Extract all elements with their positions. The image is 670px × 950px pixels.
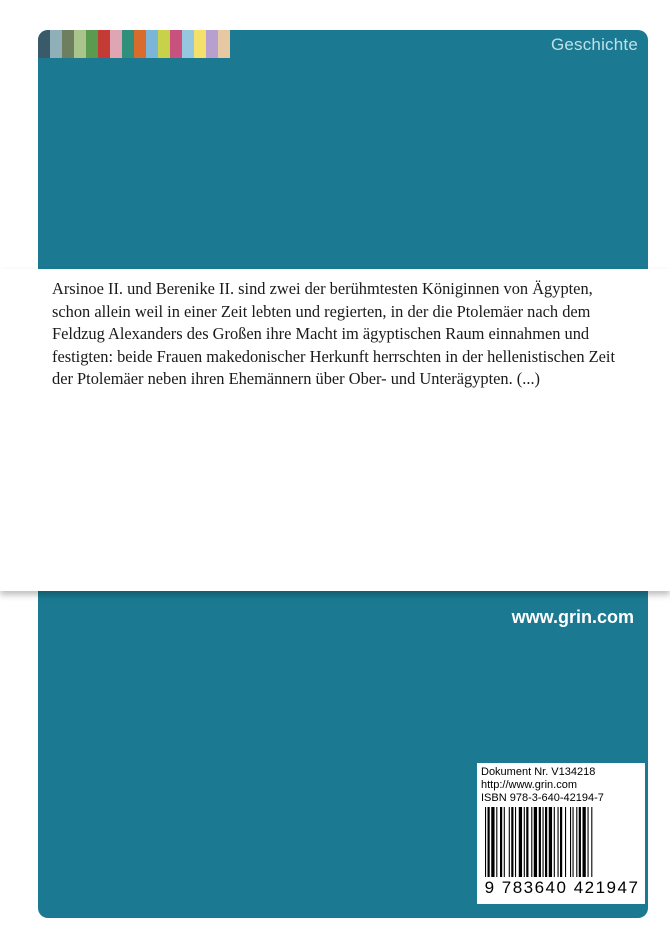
barcode-bar	[583, 807, 586, 877]
document-number: Dokument Nr. V134218	[481, 766, 596, 778]
color-stripe	[86, 30, 98, 58]
color-stripe	[158, 30, 170, 58]
isbn-text: ISBN 978-3-640-42194-7	[481, 792, 604, 804]
color-stripe	[146, 30, 158, 58]
barcode	[477, 804, 645, 904]
color-stripe-bar	[38, 30, 230, 58]
barcode-bar	[500, 807, 502, 877]
category-label: Geschichte	[550, 35, 638, 54]
barcode-bar	[488, 807, 490, 877]
barcode-digits: 9 783640 421947	[484, 878, 640, 897]
barcode-bars	[485, 807, 635, 879]
barcode-bar	[545, 807, 547, 877]
color-stripe	[38, 30, 50, 58]
color-stripe	[74, 30, 86, 58]
barcode-bar	[509, 807, 510, 877]
barcode-bar	[588, 807, 589, 877]
barcode-bar	[515, 807, 516, 877]
barcode-bar	[519, 807, 522, 877]
barcode-bar	[549, 807, 552, 877]
color-stripe	[182, 30, 194, 58]
color-stripe	[134, 30, 146, 58]
barcode-bar	[554, 807, 555, 877]
barcode-bar	[543, 807, 544, 877]
barcode-bar	[591, 807, 592, 877]
barcode-bar	[511, 807, 513, 877]
barcode-bar	[504, 807, 505, 877]
color-stripe	[218, 30, 230, 58]
color-stripe	[206, 30, 218, 58]
barcode-bar	[560, 807, 562, 877]
barcode-bar	[534, 807, 537, 877]
barcode-bar	[496, 807, 497, 877]
book-blurb: Arsinoe II. und Berenike II. sind zwei der berühmtesten Königinnen von Ägypten, schon allein weil in einer Zeit lebten und regierten, in der die Ptolemäer nach dem Feldzug Alexanders des Großen ihre Macht im ägyptischen Raum einnahmen und festigten: beide Frauen makedonischer Herkunft herrschten in der hellenistischen Zeit der Ptolemäer neben ihren Ehemännern über Ober- und Unterägypten. (...)	[52, 279, 616, 389]
barcode-bar	[579, 807, 581, 877]
barcode-bar	[573, 807, 574, 877]
barcode-bar	[531, 807, 532, 877]
color-stripe	[50, 30, 62, 58]
barcode-bar	[576, 807, 577, 877]
barcode-bar	[539, 807, 541, 877]
barcode-bar	[558, 807, 559, 877]
barcode-bar	[524, 807, 525, 877]
barcode-bar	[526, 807, 528, 877]
publisher-url: www.grin.com	[511, 607, 634, 627]
barcode-bar	[491, 807, 494, 877]
color-stripe	[170, 30, 182, 58]
barcode-bar	[570, 807, 571, 877]
barcode-bar	[485, 807, 486, 877]
color-stripe	[122, 30, 134, 58]
color-stripe	[98, 30, 110, 58]
imprint-block	[477, 763, 645, 805]
imprint-website: http://www.grin.com	[481, 779, 577, 791]
color-stripe	[110, 30, 122, 58]
color-stripe	[62, 30, 74, 58]
barcode-bar	[565, 807, 566, 877]
color-stripe	[194, 30, 206, 58]
